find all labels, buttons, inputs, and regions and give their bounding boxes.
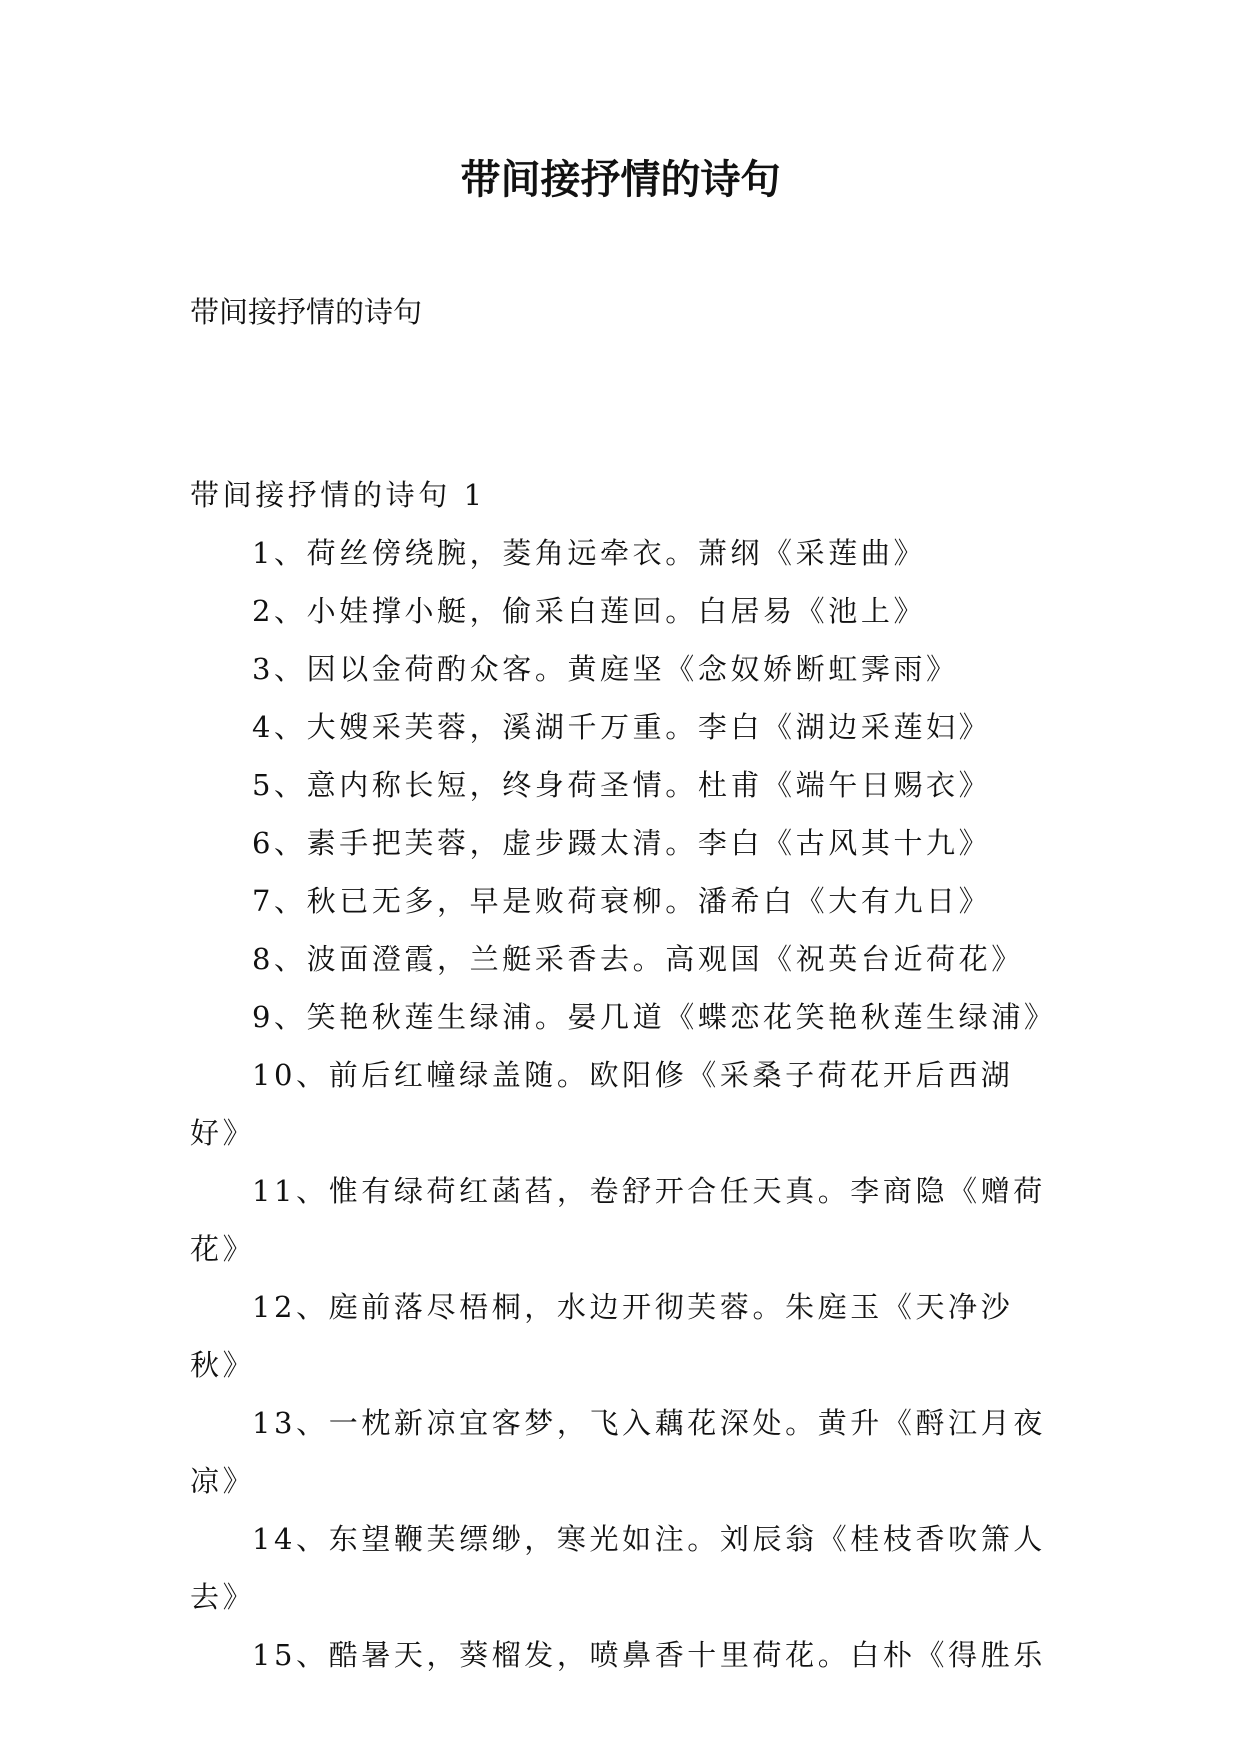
list-item: 13、一枕新凉宜客梦，飞入藕花深处。黄升《酹江月夜凉》	[190, 1406, 1046, 1498]
section-heading: 带间接抒情的诗句 1	[190, 478, 486, 512]
list-item: 6、素手把芙蓉，虚步蹑太清。李白《古风其十九》	[252, 826, 992, 860]
list-item: 5、意内称长短，终身荷圣情。杜甫《端午日赐衣》	[252, 768, 992, 802]
list-item: 7、秋已无多，早是败荷衰柳。潘希白《大有九日》	[252, 884, 992, 918]
document-body	[190, 466, 1060, 1684]
list-item: 3、因以金荷酌众客。黄庭坚《念奴娇断虹霁雨》	[252, 652, 959, 686]
list-item: 15、酷暑天，葵榴发，喷鼻香十里荷花。白朴《得胜乐	[252, 1638, 1046, 1672]
document-title: 带间接抒情的诗句	[460, 157, 781, 203]
list-item: 2、小娃撑小艇，偷采白莲回。白居易《池上》	[252, 594, 927, 628]
list-item: 11、惟有绿荷红菡萏，卷舒开合任天真。李商隐《赠荷花》	[190, 1174, 1046, 1266]
list-item: 8、波面澄霞，兰艇采香去。高观国《祝英台近荷花》	[252, 942, 1024, 976]
list-item: 12、庭前落尽梧桐，水边开彻芙蓉。朱庭玉《天净沙秋》	[190, 1290, 1014, 1382]
list-item: 14、东望鞭芙缥缈，寒光如注。刘辰翁《桂枝香吹箫人去》	[190, 1522, 1046, 1614]
list-item: 10、前后红幢绿盖随。欧阳修《采桑子荷花开后西湖好》	[190, 1058, 1014, 1150]
poem-list	[190, 524, 1060, 1684]
document-subtitle: 带间接抒情的诗句	[190, 295, 423, 329]
list-item: 9、笑艳秋莲生绿浦。晏几道《蝶恋花笑艳秋莲生绿浦》	[252, 1000, 1057, 1034]
list-item: 1、荷丝傍绕腕，菱角远牵衣。萧纲《采莲曲》	[252, 536, 927, 570]
list-item: 4、大嫂采芙蓉，溪湖千万重。李白《湖边采莲妇》	[252, 710, 992, 744]
